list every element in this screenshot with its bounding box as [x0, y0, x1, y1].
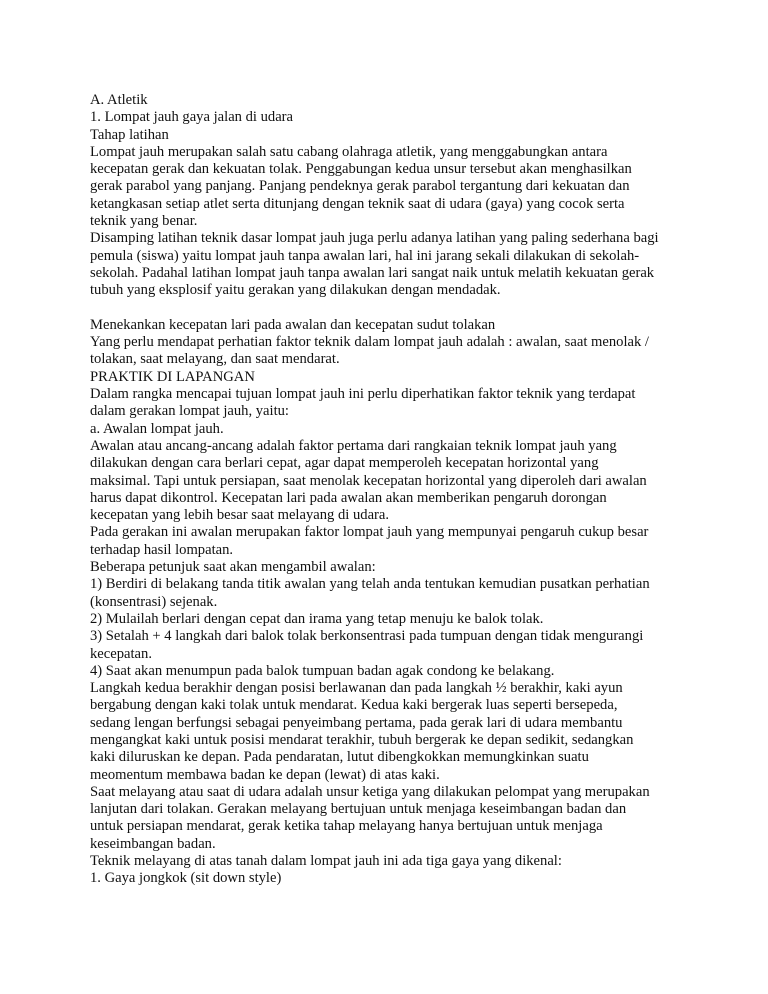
subheading-tahap-latihan: Tahap latihan — [90, 126, 169, 143]
text-line: maksimal. Tapi untuk persiapan, saat menolak kecepatan horizontal yang diperoleh dari awalan — [90, 472, 647, 489]
text-line: bergabung dengan kaki tolak untuk mendarat. Kedua kaki bergerak luas seperti bersepeda, — [90, 697, 618, 714]
text-line: Menekankan kecepatan lari pada awalan dan kecepatan sudut tolakan — [90, 316, 496, 333]
text-line: Langkah kedua berakhir dengan posisi berlawanan dan pada langkah ½ berakhir, kaki ayun — [90, 680, 623, 697]
text-line: dilakukan dengan cara berlari cepat, agar dapat memperoleh kecepatan horizontal yang — [90, 455, 599, 472]
list-item: kecepatan. — [90, 645, 152, 662]
text-line: Beberapa petunjuk saat akan mengambil awalan: — [90, 559, 376, 576]
text-line: dalam gerakan lompat jauh, yaitu: — [90, 403, 289, 420]
text-line: ketangkasan setiap atlet serta ditunjang dengan teknik saat di udara (gaya) yang cocok serta — [90, 195, 625, 212]
text-line: tolakan, saat melayang, dan saat mendarat. — [90, 351, 340, 368]
text-line: mengangkat kaki untuk posisi mendarat terakhir, tubuh bergerak ke depan sedikit, sedangkan — [90, 731, 634, 748]
text-line: Teknik melayang di atas tanah dalam lompat jauh ini ada tiga gaya yang dikenal: — [90, 853, 562, 870]
document-page — [90, 92, 690, 888]
text-line: Lompat jauh merupakan salah satu cabang olahraga atletik, yang menggabungkan antara — [90, 143, 608, 160]
text-line: tubuh yang eksplosif yaitu gerakan yang dilakukan dengan mendadak. — [90, 282, 501, 299]
text-line: Pada gerakan ini awalan merupakan faktor lompat jauh yang mempunyai pengaruh cukup besar — [90, 524, 649, 541]
text-line: kecepatan gerak dan kekuatan tolak. Penggabungan kedua unsur tersebut akan menghasilkan — [90, 161, 632, 178]
text-line: kaki diluruskan ke depan. Pada pendaratan, lutut dibengkokkan memungkinkan suatu — [90, 749, 589, 766]
blank-line — [90, 300, 690, 317]
text-line: Yang perlu mendapat perhatian faktor teknik dalam lompat jauh adalah : awalan, saat menolak / — [90, 334, 649, 351]
text-line: Awalan atau ancang-ancang adalah faktor pertama dari rangkaian teknik lompat jauh yang — [90, 437, 617, 454]
subsection-heading: 1. Lompat jauh gaya jalan di udara — [90, 109, 294, 126]
text-line: keseimbangan badan. — [90, 835, 216, 852]
text-line: Saat melayang atau saat di udara adalah unsur ketiga yang dilakukan pelompat yang merupakan — [90, 783, 650, 800]
text-line: gerak parabol yang panjang. Panjang pendeknya gerak parabol tergantung dari kekuatan dan — [90, 178, 630, 195]
text-line: Dalam rangka mencapai tujuan lompat jauh ini perlu diperhatikan faktor teknik yang terdapat — [90, 386, 636, 403]
text-line: untuk persiapan mendarat, gerak ketika tahap melayang hanya bertujuan untuk menjaga — [90, 818, 603, 835]
subheading-awalan: a. Awalan lompat jauh. — [90, 420, 224, 437]
text-line: sekolah. Padahal latihan lompat jauh tanpa awalan lari sangat naik untuk melatih kekuatan gerak — [90, 264, 655, 281]
list-item: (konsentrasi) sejenak. — [90, 593, 218, 610]
text-line: terhadap hasil lompatan. — [90, 541, 234, 558]
text-line: pemula (siswa) yaitu lompat jauh tanpa awalan lari, hal ini jarang sekali dilakukan di sekolah- — [90, 247, 640, 264]
text-line: meomentum membawa badan ke depan (lewat) di atas kaki. — [90, 766, 440, 783]
list-item: 1) Berdiri di belakang tanda titik awalan yang telah anda tentukan kemudian pusatkan perhatian — [90, 576, 650, 593]
section-heading: A. Atletik — [90, 92, 148, 108]
list-item: 1. Gaya jongkok (sit down style) — [90, 870, 282, 887]
text-line: lanjutan dari tolakan. Gerakan melayang bertujuan untuk menjaga keseimbangan badan dan — [90, 801, 627, 818]
text-line: teknik yang benar. — [90, 213, 198, 230]
list-item: 2) Mulailah berlari dengan cepat dan irama yang tetap menuju ke balok tolak. — [90, 610, 544, 627]
text-line: sedang lengan berfungsi sebagai penyeimbang pertama, pada gerak lari di udara membantu — [90, 714, 623, 731]
list-item: 3) Setalah + 4 langkah dari balok tolak berkonsentrasi pada tumpuan dengan tidak mengurangi — [90, 628, 644, 645]
text-line: harus dapat dikontrol. Kecepatan lari pada awalan akan memberikan pengaruh dorongan — [90, 489, 607, 506]
text-line: kecepatan yang lebih besar saat melayang di udara. — [90, 507, 390, 524]
list-item: 4) Saat akan menumpun pada balok tumpuan badan agak condong ke belakang. — [90, 662, 555, 679]
text-line: Disamping latihan teknik dasar lompat jauh juga perlu adanya latihan yang paling sederhana bagi — [90, 230, 659, 247]
heading-praktik: PRAKTIK DI LAPANGAN — [90, 368, 255, 385]
